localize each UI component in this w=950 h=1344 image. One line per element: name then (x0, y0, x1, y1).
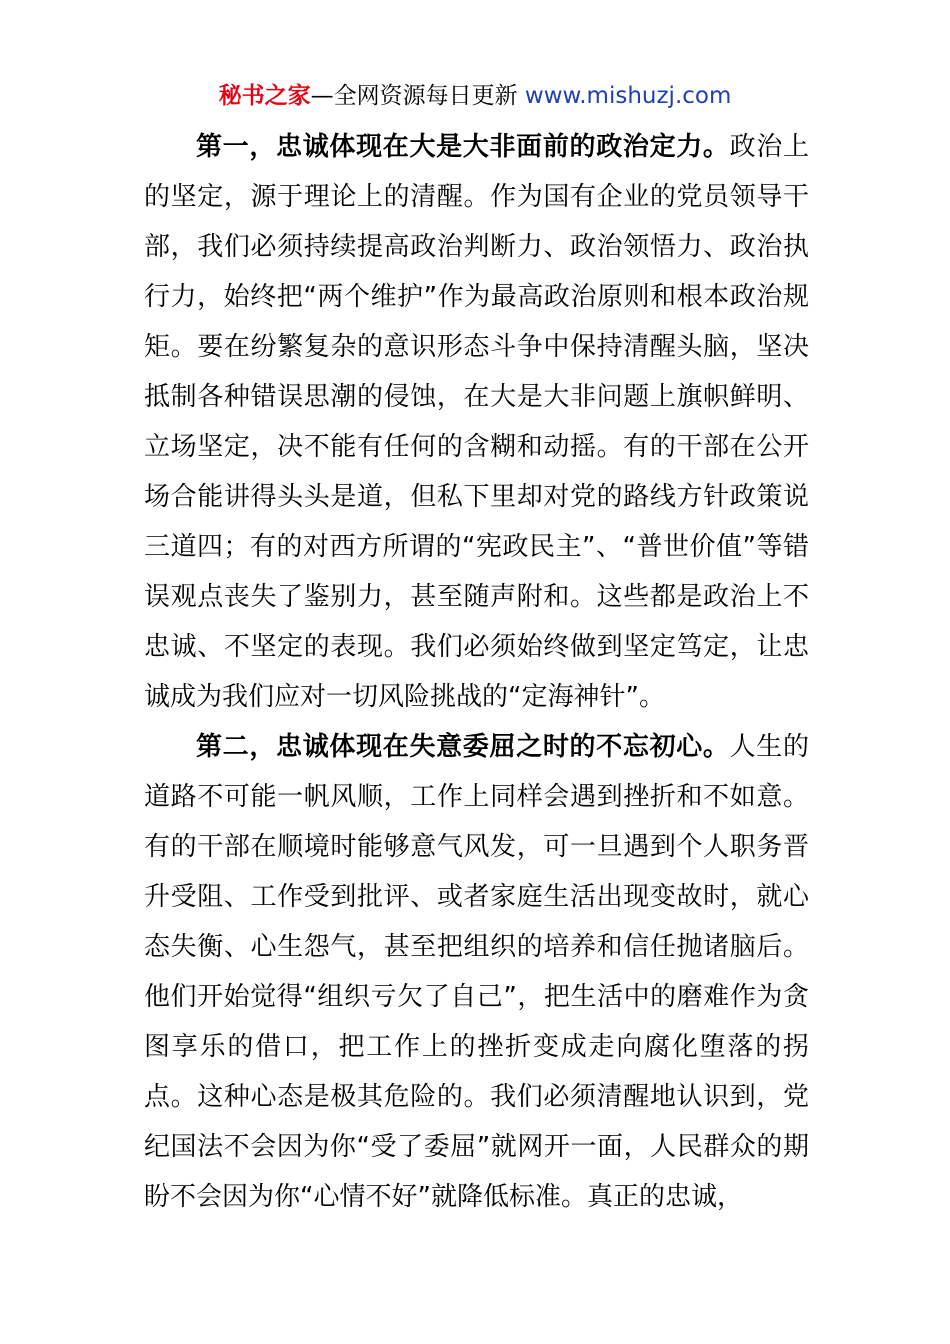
paragraph-2 (144, 722, 809, 1222)
page-header (0, 80, 950, 112)
site-brand: 秘书之家 (218, 83, 311, 109)
site-tagline: —全网资源每日更新 (310, 83, 525, 109)
paragraph-1-lead: 第一，忠诚体现在大是大非面前的政治定力。 (196, 132, 730, 162)
paragraph-1 (144, 122, 809, 722)
site-url[interactable]: www.mishuzj.com (524, 83, 732, 109)
paragraph-1-text: 政治上的坚定，源于理论上的清醒。作为国有企业的党员领导干部，我们必须持续提高政治判断力、政治领悟力、政治执行力，始终把“两个维护”作为最高政治原则和根本政治规矩。要在纷繁复杂的意识形态斗争中保持清醒头脑，坚决抵制各种错误思潮的侵蚀，在大是大非问题上旗帜鲜明、立场坚定，决不能有任何的含糊和动摇。有的干部在公开场合能讲得头头是道，但私下里却对党的路线方针政策说三道四；有的对西方所谓的“宪政民主”、“普世价值”等错误观点丧失了鉴别力，甚至随声附和。这些都是政治上不忠诚、不坚定的表现。我们必须始终做到坚定笃定，让忠诚成为我们应对一切风险挑战的“定海神针”。 (144, 132, 809, 712)
document-body (144, 122, 809, 1222)
paragraph-2-lead: 第二，忠诚体现在失意委屈之时的不忘初心。 (196, 732, 730, 762)
paragraph-2-text: 人生的道路不可能一帆风顺，工作上同样会遇到挫折和不如意。有的干部在顺境时能够意气风发，可一旦遇到个人职务晋升受阻、工作受到批评、或者家庭生活出现变故时，就心态失衡、心生怨气，甚至把组织的培养和信任抛诸脑后。他们开始觉得“组织亏欠了自己”，把生活中的磨难作为贪图享乐的借口，把工作上的挫折变成走向腐化堕落的拐点。这种心态是极其危险的。我们必须清醒地认识到，党纪国法不会因为你“受了委屈”就网开一面，人民群众的期盼不会因为你“心情不好”就降低标准。真正的忠诚， (144, 732, 809, 1212)
